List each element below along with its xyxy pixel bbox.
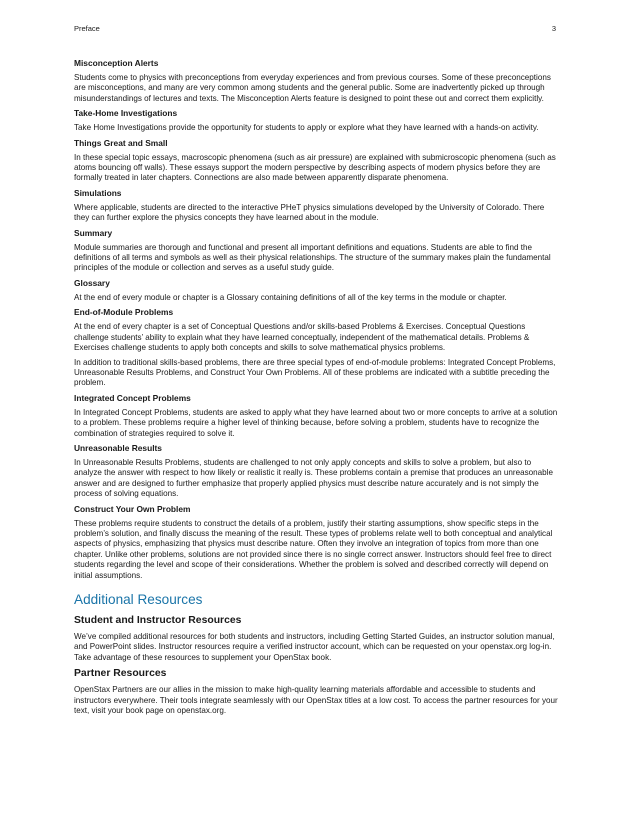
feature-paragraph: In Integrated Concept Problems, students are asked to apply what they have learned about two or more concepts to arrive at a solution to a problem. These problems require a higher level of thinking because, before solving a problem, students have to recognize the combination of strategies required to solve it. (74, 407, 558, 438)
feature-paragraph: At the end of every chapter is a set of Conceptual Questions and/or skills-based Problems & Exercises. Conceptual Questions challenge students’ ability to explain what they have learned conceptually, independent of the mathematical details. Problems & Exercises challenge students to apply both concepts and skills to solve mathematical physics problems. (74, 322, 530, 353)
feature-paragraph: In addition to traditional skills-based problems, there are three special types of end-of-module problems: Integrated Concept Problems, Unreasonable Results Problems, and Construct Your Own Problems. All of these problems are indicated with a subtitle preceding the problem. (74, 357, 556, 388)
feature-list (74, 58, 558, 581)
feature-heading: Take-Home Investigations (74, 108, 178, 119)
page-content (74, 58, 558, 720)
feature-heading: Integrated Concept Problems (74, 392, 191, 403)
feature-paragraph: In Unreasonable Results Problems, students are challenged to not only apply concepts and skills to solve a problem, but also to analyze the answer with respect to how likely or realistic it really is. These problems contain a premise that produces an unreasonable answer and are designed to further emphasize that properly applied physics must describe nature accurately and is not simply the process of solving equations. (74, 457, 553, 499)
subsection-paragraph: OpenStax Partners are our allies in the mission to make high-quality learning materials affordable and accessible to students and instructors everywhere. Their tools integrate seamlessly with our OpenStax titles at a low cost. To access the partner resources for your text, visit your book page on openstax.org. (74, 685, 558, 716)
feature-heading: End-of-Module Problems (74, 307, 174, 318)
feature-paragraph: In these special topic essays, macroscopic phenomena (such as air pressure) are explained with submicroscopic phenomena (such as atoms bouncing off walls). These essays support the modern perspective by describing aspects of modern physics before they are formally treated in later chapters. Connections are also made between apparently disparate phenomena. (74, 152, 556, 183)
feature-paragraph: These problems require students to construct the details of a problem, justify their starting assumptions, show specific steps in the problem’s solution, and finally discuss the meaning of the result. These types of problems relate well to both conceptual and analytical aspects of physics, emphasizing that physics must describe nature. Often they involve an integration of topics from more than one chapter. Unlike other problems, solutions are not provided since there is no single correct answer. Instructors should feel free to direct students regarding the level and scope of their considerations. Whether the problem is solved and described correctly will depend on initial assumptions. (74, 518, 553, 580)
subsection-heading: Partner Resources (74, 668, 167, 680)
subsection-paragraph: We’ve compiled additional resources for both students and instructors, including Getting Started Guides, an instructor solution manual, and PowerPoint slides. Instructor resources require a verified instructor account, which can be requested on your openstax.org log-in. Take advantage of these resources to supplement your OpenStax book. (74, 632, 555, 662)
feature-paragraph: Module summaries are thorough and functional and present all important definitions and equations. Students are able to find the definitions of all terms and symbols as well as their physical relationships. The structure of the summary makes plain the fundamental principles of the module or collection and serves as a useful study guide. (74, 242, 551, 273)
subsection-heading: Student and Instructor Resources (74, 615, 242, 626)
feature-heading: Unreasonable Results (74, 442, 162, 453)
section-title-additional-resources: Additional Resources (74, 592, 203, 607)
header-section-title: Preface (74, 24, 100, 33)
feature-heading: Things Great and Small (74, 137, 168, 148)
feature-heading: Construct Your Own Problem (74, 503, 191, 514)
feature-heading: Simulations (74, 187, 122, 198)
feature-paragraph: At the end of every module or chapter is a Glossary containing definitions of all of the key terms in the module or chapter. (74, 292, 507, 302)
feature-paragraph: Take Home Investigations provide the opportunity for students to apply or explore what they have learned with a hands-on activity. (74, 123, 539, 133)
feature-heading: Summary (74, 227, 113, 238)
feature-heading: Glossary (74, 277, 110, 288)
page-number: 3 (551, 24, 556, 33)
feature-paragraph: Where applicable, students are directed to the interactive PHeT physics simulations developed by the University of Colorado. There they can further explore the physics concepts they have learned about in the module. (74, 202, 545, 223)
running-header (74, 24, 556, 33)
feature-heading: Misconception Alerts (74, 58, 159, 68)
feature-paragraph: Students come to physics with preconceptions from everyday experiences and from previous courses. Some of these preconceptions are misconceptions, and many are very common among students and the general public. Some are inadvertently picked up through misunderstandings of lectures and texts. The Misconception Alerts feature is designed to point these out and correct them explicitly. (74, 73, 551, 103)
